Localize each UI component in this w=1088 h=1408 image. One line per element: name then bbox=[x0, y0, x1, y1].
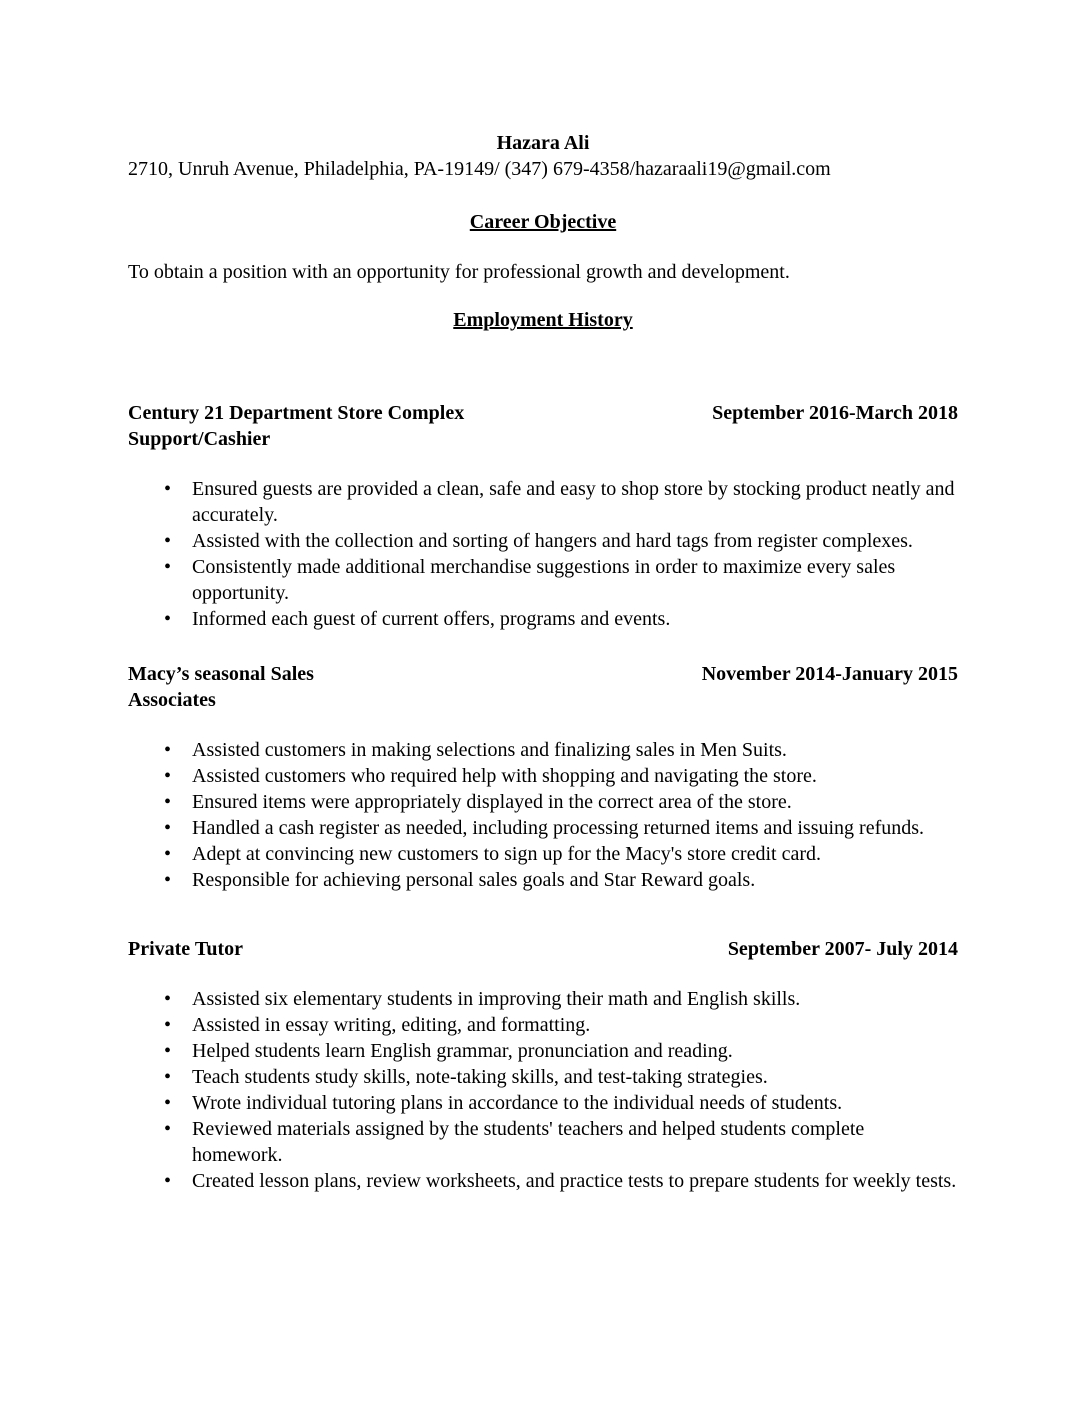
bullet-item: • Assisted with the collection and sorting of hangers and hard tags from register complexes. bbox=[160, 528, 958, 554]
job-company: Macy’s seasonal Sales bbox=[128, 663, 314, 685]
job-section-private-tutor bbox=[128, 936, 958, 1194]
job-role: Associates bbox=[128, 689, 216, 711]
bullet-item: • Assisted in essay writing, editing, and formatting. bbox=[160, 1012, 958, 1038]
job-dates: September 2016-March 2018 bbox=[712, 402, 958, 424]
job-company: Century 21 Department Store Complex bbox=[128, 402, 465, 424]
bullet-list bbox=[160, 986, 958, 1194]
job-section-macys bbox=[128, 661, 958, 893]
bullet-list bbox=[160, 476, 958, 632]
job-header bbox=[128, 661, 958, 687]
job-section-century21 bbox=[128, 400, 958, 632]
bullet-item: • Reviewed materials assigned by the students' teachers and helped students complete homework. bbox=[160, 1116, 958, 1168]
bullet-item: • Created lesson plans, review worksheets, and practice tests to prepare students for weekly tests. bbox=[160, 1168, 958, 1194]
bullet-item: • Consistently made additional merchandise suggestions in order to maximize every sales opportunity. bbox=[160, 554, 958, 606]
bullet-item: • Teach students study skills, note-taking skills, and test-taking strategies. bbox=[160, 1064, 958, 1090]
employment-history-heading: Employment History bbox=[453, 309, 633, 331]
bullet-item: • Assisted customers in making selections and finalizing sales in Men Suits. bbox=[160, 737, 958, 763]
bullet-item: • Responsible for achieving personal sales goals and Star Reward goals. bbox=[160, 867, 958, 893]
job-header bbox=[128, 400, 958, 426]
job-role: Support/Cashier bbox=[128, 428, 271, 450]
bullet-item: • Assisted six elementary students in improving their math and English skills. bbox=[160, 986, 958, 1012]
person-name: Hazara Ali bbox=[496, 132, 590, 154]
career-objective-text: To obtain a position with an opportunity for professional growth and development. bbox=[128, 261, 790, 283]
job-header bbox=[128, 936, 958, 962]
bullet-item: • Helped students learn English grammar, pronunciation and reading. bbox=[160, 1038, 958, 1064]
bullet-item: • Adept at convincing new customers to sign up for the Macy's store credit card. bbox=[160, 841, 958, 867]
bullet-item: • Handled a cash register as needed, including processing returned items and issuing refunds. bbox=[160, 815, 958, 841]
bullet-item: • Wrote individual tutoring plans in accordance to the individual needs of students. bbox=[160, 1090, 958, 1116]
bullet-item: • Assisted customers who required help with shopping and navigating the store. bbox=[160, 763, 958, 789]
bullet-item: • Informed each guest of current offers, programs and events. bbox=[160, 606, 958, 632]
job-dates: November 2014-January 2015 bbox=[701, 663, 958, 685]
bullet-list bbox=[160, 737, 958, 893]
job-dates: September 2007- July 2014 bbox=[727, 938, 958, 960]
bullet-item: • Ensured items were appropriately displayed in the correct area of the store. bbox=[160, 789, 958, 815]
bullet-item: • Ensured guests are provided a clean, safe and easy to shop store by stocking product neatly and accurately. bbox=[160, 476, 958, 528]
career-objective-heading: Career Objective bbox=[469, 211, 617, 233]
job-company: Private Tutor bbox=[128, 938, 243, 960]
contact-line: 2710, Unruh Avenue, Philadelphia, PA-19149/ (347) 679-4358/hazaraali19@gmail.com bbox=[128, 158, 831, 180]
